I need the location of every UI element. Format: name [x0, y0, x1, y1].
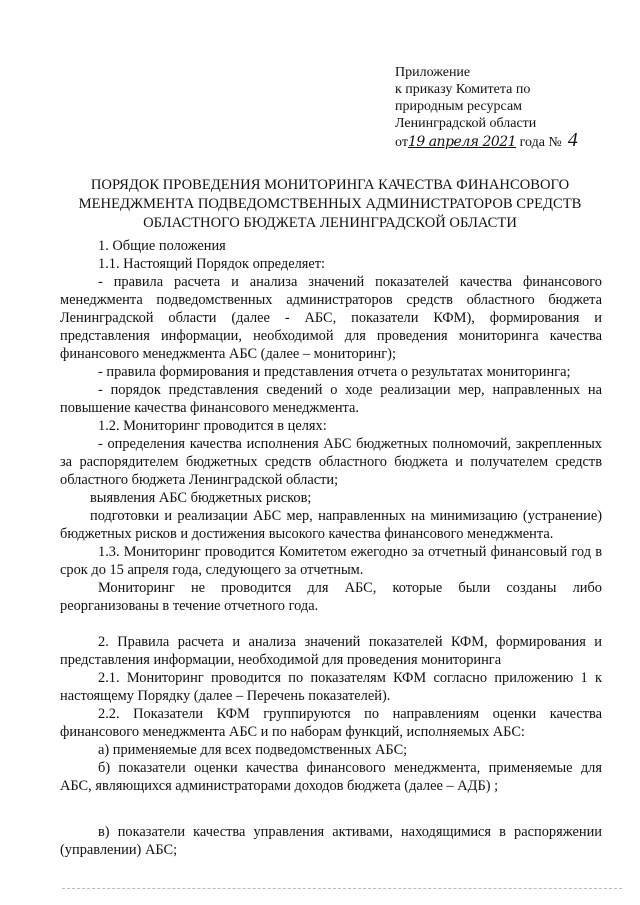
title-line-1: ПОРЯДОК ПРОВЕДЕНИЯ МОНИТОРИНГА КАЧЕСТВА ФИНАНСОВОГО	[90, 177, 570, 193]
para-1-1-c: - порядок представления сведений о ходе реализации мер, направленных на повышение качества финансового менеджмента.	[60, 382, 602, 416]
section-2-heading: 2. Правила расчета и анализа значений показателей КФМ, формирования и представления информации, необходимой для проведения мониторинга	[60, 634, 602, 668]
title-line-2: МЕНЕДЖМЕНТА ПОДВЕДОМСТВЕННЫХ АДМИНИСТРАТОРОВ СРЕДСТВ	[78, 196, 582, 212]
para-2-1: 2.1. Мониторинг проводится по показателям КФМ согласно приложению 1 к настоящему Порядку (далее – Перечень показателей).	[60, 670, 602, 704]
document-title	[58, 176, 602, 233]
para-1-3-b: Мониторинг не проводится для АБС, которые были созданы либо реорганизованы в течение отчетного года.	[60, 580, 602, 614]
annex-number-handwritten: 4	[567, 129, 578, 151]
para-1-1-a: - правила расчета и анализа значений показателей качества финансового менеджмента подведомственных администраторов средств областного бюджета Ленинградской области (далее - АБС, показатели КФМ), формирования и представления информации, необходимой для проведения мониторинга качества финансового менеджмента АБС (далее – мониторинг);	[60, 274, 602, 362]
spacer	[60, 615, 602, 633]
para-1-2: 1.2. Мониторинг проводится в целях:	[98, 418, 327, 434]
para-2-2-c: в) показатели качества управления активами, находящимися в распоряжении (управлении) АБС;	[60, 824, 602, 858]
document-body	[60, 237, 602, 859]
para-1-2-b: выявления АБС бюджетных рисков;	[90, 490, 312, 506]
annex-line-3: природным ресурсам	[395, 99, 523, 114]
annex-date-prefix: от	[395, 135, 408, 150]
annex-line-1: Приложение	[395, 65, 471, 80]
annex-line-4: Ленинградской области	[395, 116, 537, 131]
para-2-2-b: б) показатели оценки качества финансового менеджмента, применяемые для АБС, являющихся администраторами доходов бюджета (далее – АДБ) ;	[60, 760, 602, 794]
para-2-2-a: а) применяемые для всех подведомственных АБС;	[98, 742, 408, 758]
annex-line-2: к приказу Комитета по	[395, 82, 531, 97]
para-1-1: 1.1. Настоящий Порядок определяет:	[98, 256, 326, 272]
annex-date-handwritten: 19 апреля 2021	[407, 134, 517, 150]
para-1-2-c: подготовки и реализации АБС мер, направленных на минимизацию (устранение) бюджетных рисков и достижения высокого качества финансового менеджмента.	[60, 508, 602, 542]
para-1-2-a: - определения качества исполнения АБС бюджетных полномочий, закрепленных за распорядителем бюджетных средств областного бюджета и получателем средств областного бюджета Ленинградской области;	[60, 436, 602, 488]
title-line-3: ОБЛАСТНОГО БЮДЖЕТА ЛЕНИНГРАДСКОЙ ОБЛАСТИ	[143, 215, 517, 231]
scan-edge-line	[62, 888, 622, 891]
spacer	[60, 795, 602, 823]
para-1-1-b: - правила формирования и представления отчета о результатах мониторинга;	[98, 364, 571, 380]
section-1-heading: 1. Общие положения	[98, 238, 226, 254]
annex-line-5	[395, 129, 595, 151]
para-1-3: 1.3. Мониторинг проводится Комитетом ежегодно за отчетный финансовый год в срок до 15 апреля года, следующего за отчетным.	[60, 544, 602, 578]
annex-header	[395, 64, 595, 151]
annex-number-label: года №	[519, 135, 562, 150]
para-2-2: 2.2. Показатели КФМ группируются по направлениям оценки качества финансового менеджмента АБС и по наборам функций, исполняемых АБС:	[60, 706, 602, 740]
